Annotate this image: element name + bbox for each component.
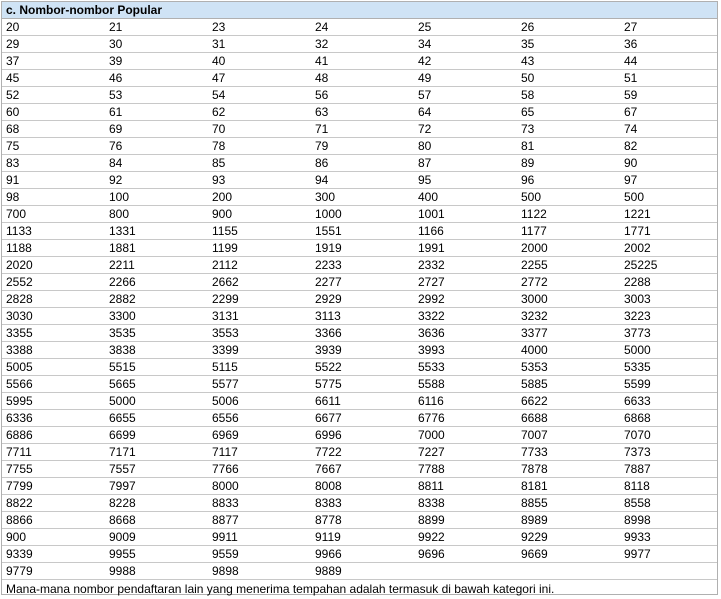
number-cell: 9119 xyxy=(311,529,414,546)
number-cell: 7788 xyxy=(414,461,517,478)
number-cell: 8811 xyxy=(414,478,517,495)
number-cell: 46 xyxy=(105,70,208,87)
number-cell: 8998 xyxy=(620,512,717,529)
number-cell: 3388 xyxy=(2,342,105,359)
number-cell: 2882 xyxy=(105,291,208,308)
popular-numbers-panel xyxy=(1,1,718,595)
number-cell: 54 xyxy=(208,87,311,104)
number-cell: 3113 xyxy=(311,308,414,325)
number-cell: 25 xyxy=(414,19,517,36)
number-cell: 3535 xyxy=(105,325,208,342)
number-cell: 9898 xyxy=(208,563,311,580)
table-row xyxy=(2,257,717,274)
number-cell: 500 xyxy=(517,189,620,206)
number-cell: 57 xyxy=(414,87,517,104)
number-cell: 63 xyxy=(311,104,414,121)
number-cell: 9966 xyxy=(311,546,414,563)
number-cell: 7799 xyxy=(2,478,105,495)
number-cell: 6611 xyxy=(311,393,414,410)
table-row xyxy=(2,342,717,359)
number-cell: 6996 xyxy=(311,427,414,444)
number-cell: 3838 xyxy=(105,342,208,359)
number-cell: 7117 xyxy=(208,444,311,461)
number-cell: 8833 xyxy=(208,495,311,512)
number-cell: 65 xyxy=(517,104,620,121)
number-cell: 200 xyxy=(208,189,311,206)
table-row xyxy=(2,325,717,342)
number-cell: 83 xyxy=(2,155,105,172)
number-cell: 8778 xyxy=(311,512,414,529)
number-cell: 7755 xyxy=(2,461,105,478)
table-row xyxy=(2,70,717,87)
number-cell: 34 xyxy=(414,36,517,53)
number-cell: 1331 xyxy=(105,223,208,240)
number-cell: 1771 xyxy=(620,223,717,240)
number-cell: 43 xyxy=(517,53,620,70)
number-cell: 6655 xyxy=(105,410,208,427)
number-cell: 2211 xyxy=(105,257,208,274)
number-cell: 2255 xyxy=(517,257,620,274)
number-cell: 24 xyxy=(311,19,414,36)
number-cell: 60 xyxy=(2,104,105,121)
number-cell: 96 xyxy=(517,172,620,189)
number-cell: 2288 xyxy=(620,274,717,291)
number-cell: 94 xyxy=(311,172,414,189)
number-cell: 8668 xyxy=(105,512,208,529)
number-cell: 2002 xyxy=(620,240,717,257)
number-cell: 7227 xyxy=(414,444,517,461)
number-cell: 9669 xyxy=(517,546,620,563)
number-cell: 3773 xyxy=(620,325,717,342)
number-cell: 26 xyxy=(517,19,620,36)
number-cell: 97 xyxy=(620,172,717,189)
number-cell: 45 xyxy=(2,70,105,87)
number-cell: 56 xyxy=(311,87,414,104)
number-cell: 98 xyxy=(2,189,105,206)
number-cell: 50 xyxy=(517,70,620,87)
number-cell: 8877 xyxy=(208,512,311,529)
number-cell: 3000 xyxy=(517,291,620,308)
number-cell: 37 xyxy=(2,53,105,70)
number-cell: 9009 xyxy=(105,529,208,546)
number-cell: 31 xyxy=(208,36,311,53)
number-cell: 9988 xyxy=(105,563,208,580)
number-cell: 2828 xyxy=(2,291,105,308)
number-cell: 9977 xyxy=(620,546,717,563)
number-cell: 500 xyxy=(620,189,717,206)
number-cell: 61 xyxy=(105,104,208,121)
number-cell: 41 xyxy=(311,53,414,70)
number-cell: 8118 xyxy=(620,478,717,495)
number-cell: 7557 xyxy=(105,461,208,478)
number-cell: 2112 xyxy=(208,257,311,274)
number-cell: 4000 xyxy=(517,342,620,359)
number-cell: 7733 xyxy=(517,444,620,461)
number-cell: 35 xyxy=(517,36,620,53)
number-cell: 5522 xyxy=(311,359,414,376)
number-cell: 53 xyxy=(105,87,208,104)
number-cell: 1177 xyxy=(517,223,620,240)
number-cell: 69 xyxy=(105,121,208,138)
table-row xyxy=(2,19,717,36)
number-cell: 20 xyxy=(2,19,105,36)
number-cell: 5577 xyxy=(208,376,311,393)
number-cell: 7070 xyxy=(620,427,717,444)
number-cell: 1919 xyxy=(311,240,414,257)
number-cell: 5599 xyxy=(620,376,717,393)
number-cell: 62 xyxy=(208,104,311,121)
number-cell: 2299 xyxy=(208,291,311,308)
number-cell: 7722 xyxy=(311,444,414,461)
number-cell: 3553 xyxy=(208,325,311,342)
number-cell: 87 xyxy=(414,155,517,172)
number-cell: 7997 xyxy=(105,478,208,495)
number-cell: 7000 xyxy=(414,427,517,444)
number-cell: 8855 xyxy=(517,495,620,512)
number-cell: 30 xyxy=(105,36,208,53)
number-cell: 1881 xyxy=(105,240,208,257)
number-cell: 72 xyxy=(414,121,517,138)
number-cell: 2772 xyxy=(517,274,620,291)
table-row xyxy=(2,36,717,53)
number-cell: 6969 xyxy=(208,427,311,444)
number-cell: 51 xyxy=(620,70,717,87)
number-cell: 8181 xyxy=(517,478,620,495)
number-cell: 3993 xyxy=(414,342,517,359)
number-cell: 79 xyxy=(311,138,414,155)
number-cell: 8000 xyxy=(208,478,311,495)
number-cell: 8899 xyxy=(414,512,517,529)
number-cell: 3377 xyxy=(517,325,620,342)
number-cell: 59 xyxy=(620,87,717,104)
number-cell: 400 xyxy=(414,189,517,206)
number-cell: 67 xyxy=(620,104,717,121)
number-cell: 8558 xyxy=(620,495,717,512)
table-row xyxy=(2,274,717,291)
number-cell: 5006 xyxy=(208,393,311,410)
table-row xyxy=(2,291,717,308)
number-cell: 78 xyxy=(208,138,311,155)
number-cell: 70 xyxy=(208,121,311,138)
number-cell: 5665 xyxy=(105,376,208,393)
number-cell: 9229 xyxy=(517,529,620,546)
number-cell: 6556 xyxy=(208,410,311,427)
number-cell: 36 xyxy=(620,36,717,53)
number-cell: 9889 xyxy=(311,563,414,580)
number-cell: 8228 xyxy=(105,495,208,512)
table-row xyxy=(2,376,717,393)
number-cell: 8989 xyxy=(517,512,620,529)
number-cell: 8822 xyxy=(2,495,105,512)
number-cell: 39 xyxy=(105,53,208,70)
number-cell: 7766 xyxy=(208,461,311,478)
number-cell: 6116 xyxy=(414,393,517,410)
number-cell: 32 xyxy=(311,36,414,53)
table-row xyxy=(2,87,717,104)
number-cell: 2000 xyxy=(517,240,620,257)
number-cell: 5533 xyxy=(414,359,517,376)
table-row xyxy=(2,189,717,206)
number-cell: 9339 xyxy=(2,546,105,563)
number-cell: 5566 xyxy=(2,376,105,393)
number-cell: 5005 xyxy=(2,359,105,376)
number-cell: 5588 xyxy=(414,376,517,393)
number-cell: 44 xyxy=(620,53,717,70)
number-cell: 6633 xyxy=(620,393,717,410)
number-cell: 2266 xyxy=(105,274,208,291)
number-cell: 95 xyxy=(414,172,517,189)
table-row xyxy=(2,512,717,529)
number-cell xyxy=(414,563,517,580)
number-cell: 9559 xyxy=(208,546,311,563)
number-cell: 2552 xyxy=(2,274,105,291)
number-cell: 86 xyxy=(311,155,414,172)
number-cell: 3636 xyxy=(414,325,517,342)
number-cell: 7887 xyxy=(620,461,717,478)
number-cell: 81 xyxy=(517,138,620,155)
number-cell: 8866 xyxy=(2,512,105,529)
number-cell: 8383 xyxy=(311,495,414,512)
number-cell: 1221 xyxy=(620,206,717,223)
number-cell: 1551 xyxy=(311,223,414,240)
number-cell: 2332 xyxy=(414,257,517,274)
number-cell: 100 xyxy=(105,189,208,206)
number-cell: 2929 xyxy=(311,291,414,308)
number-cell: 93 xyxy=(208,172,311,189)
number-cell: 25225 xyxy=(620,257,717,274)
number-cell: 7711 xyxy=(2,444,105,461)
number-cell: 52 xyxy=(2,87,105,104)
number-cell: 9922 xyxy=(414,529,517,546)
number-cell: 7007 xyxy=(517,427,620,444)
number-cell: 80 xyxy=(414,138,517,155)
number-cell: 3355 xyxy=(2,325,105,342)
number-cell xyxy=(620,563,717,580)
section-title: c. Nombor-nombor Popular xyxy=(2,2,717,19)
number-cell: 6622 xyxy=(517,393,620,410)
number-cell: 7373 xyxy=(620,444,717,461)
number-cell: 1133 xyxy=(2,223,105,240)
number-cell: 6776 xyxy=(414,410,517,427)
number-cell: 3939 xyxy=(311,342,414,359)
table-row xyxy=(2,393,717,410)
number-cell: 5515 xyxy=(105,359,208,376)
number-cell: 3322 xyxy=(414,308,517,325)
numbers-table xyxy=(2,19,717,580)
table-row xyxy=(2,155,717,172)
number-cell: 23 xyxy=(208,19,311,36)
number-cell: 1155 xyxy=(208,223,311,240)
number-cell: 7171 xyxy=(105,444,208,461)
table-row xyxy=(2,529,717,546)
number-cell: 71 xyxy=(311,121,414,138)
number-cell: 6336 xyxy=(2,410,105,427)
number-cell: 1000 xyxy=(311,206,414,223)
number-cell: 6868 xyxy=(620,410,717,427)
number-cell: 3131 xyxy=(208,308,311,325)
number-cell: 6699 xyxy=(105,427,208,444)
number-cell: 900 xyxy=(2,529,105,546)
number-cell: 5000 xyxy=(620,342,717,359)
number-cell: 9933 xyxy=(620,529,717,546)
number-cell: 6886 xyxy=(2,427,105,444)
number-cell: 3003 xyxy=(620,291,717,308)
number-cell: 27 xyxy=(620,19,717,36)
number-cell: 1991 xyxy=(414,240,517,257)
number-cell: 5353 xyxy=(517,359,620,376)
number-cell: 1188 xyxy=(2,240,105,257)
number-cell: 29 xyxy=(2,36,105,53)
number-cell: 6677 xyxy=(311,410,414,427)
numbers-table-body xyxy=(2,19,717,580)
number-cell: 5885 xyxy=(517,376,620,393)
number-cell: 76 xyxy=(105,138,208,155)
number-cell: 3300 xyxy=(105,308,208,325)
number-cell: 64 xyxy=(414,104,517,121)
number-cell: 7667 xyxy=(311,461,414,478)
number-cell: 700 xyxy=(2,206,105,223)
number-cell: 73 xyxy=(517,121,620,138)
number-cell: 90 xyxy=(620,155,717,172)
table-row xyxy=(2,461,717,478)
number-cell: 6688 xyxy=(517,410,620,427)
number-cell: 2233 xyxy=(311,257,414,274)
footer-note: Mana-mana nombor pendaftaran lain yang menerima tempahan adalah termasuk di bawah kategori ini. xyxy=(6,582,555,597)
number-cell: 47 xyxy=(208,70,311,87)
number-cell: 5775 xyxy=(311,376,414,393)
number-cell: 5995 xyxy=(2,393,105,410)
number-cell: 1166 xyxy=(414,223,517,240)
number-cell: 1122 xyxy=(517,206,620,223)
table-row xyxy=(2,308,717,325)
table-row xyxy=(2,546,717,563)
number-cell: 9911 xyxy=(208,529,311,546)
number-cell: 2727 xyxy=(414,274,517,291)
table-row xyxy=(2,172,717,189)
number-cell: 2992 xyxy=(414,291,517,308)
table-row xyxy=(2,478,717,495)
number-cell: 48 xyxy=(311,70,414,87)
table-row xyxy=(2,563,717,580)
number-cell: 74 xyxy=(620,121,717,138)
number-cell: 89 xyxy=(517,155,620,172)
table-row xyxy=(2,359,717,376)
table-row xyxy=(2,206,717,223)
number-cell: 800 xyxy=(105,206,208,223)
number-cell: 82 xyxy=(620,138,717,155)
number-cell: 2277 xyxy=(311,274,414,291)
number-cell: 5000 xyxy=(105,393,208,410)
number-cell: 5115 xyxy=(208,359,311,376)
number-cell: 3030 xyxy=(2,308,105,325)
table-row xyxy=(2,104,717,121)
number-cell: 58 xyxy=(517,87,620,104)
number-cell: 3399 xyxy=(208,342,311,359)
table-row xyxy=(2,223,717,240)
table-row xyxy=(2,121,717,138)
number-cell: 49 xyxy=(414,70,517,87)
number-cell xyxy=(517,563,620,580)
number-cell: 9779 xyxy=(2,563,105,580)
number-cell: 42 xyxy=(414,53,517,70)
number-cell: 3366 xyxy=(311,325,414,342)
number-cell: 1001 xyxy=(414,206,517,223)
number-cell: 8008 xyxy=(311,478,414,495)
number-cell: 3232 xyxy=(517,308,620,325)
number-cell: 2020 xyxy=(2,257,105,274)
table-row xyxy=(2,53,717,70)
number-cell: 84 xyxy=(105,155,208,172)
number-cell: 85 xyxy=(208,155,311,172)
number-cell: 68 xyxy=(2,121,105,138)
number-cell: 9696 xyxy=(414,546,517,563)
number-cell: 92 xyxy=(105,172,208,189)
table-row xyxy=(2,410,717,427)
number-cell: 3223 xyxy=(620,308,717,325)
table-row xyxy=(2,240,717,257)
number-cell: 21 xyxy=(105,19,208,36)
number-cell: 75 xyxy=(2,138,105,155)
table-row xyxy=(2,444,717,461)
number-cell: 40 xyxy=(208,53,311,70)
number-cell: 9955 xyxy=(105,546,208,563)
number-cell: 300 xyxy=(311,189,414,206)
number-cell: 91 xyxy=(2,172,105,189)
table-row xyxy=(2,495,717,512)
number-cell: 1199 xyxy=(208,240,311,257)
table-row xyxy=(2,138,717,155)
number-cell: 7878 xyxy=(517,461,620,478)
number-cell: 5335 xyxy=(620,359,717,376)
number-cell: 8338 xyxy=(414,495,517,512)
number-cell: 2662 xyxy=(208,274,311,291)
table-row xyxy=(2,427,717,444)
number-cell: 900 xyxy=(208,206,311,223)
